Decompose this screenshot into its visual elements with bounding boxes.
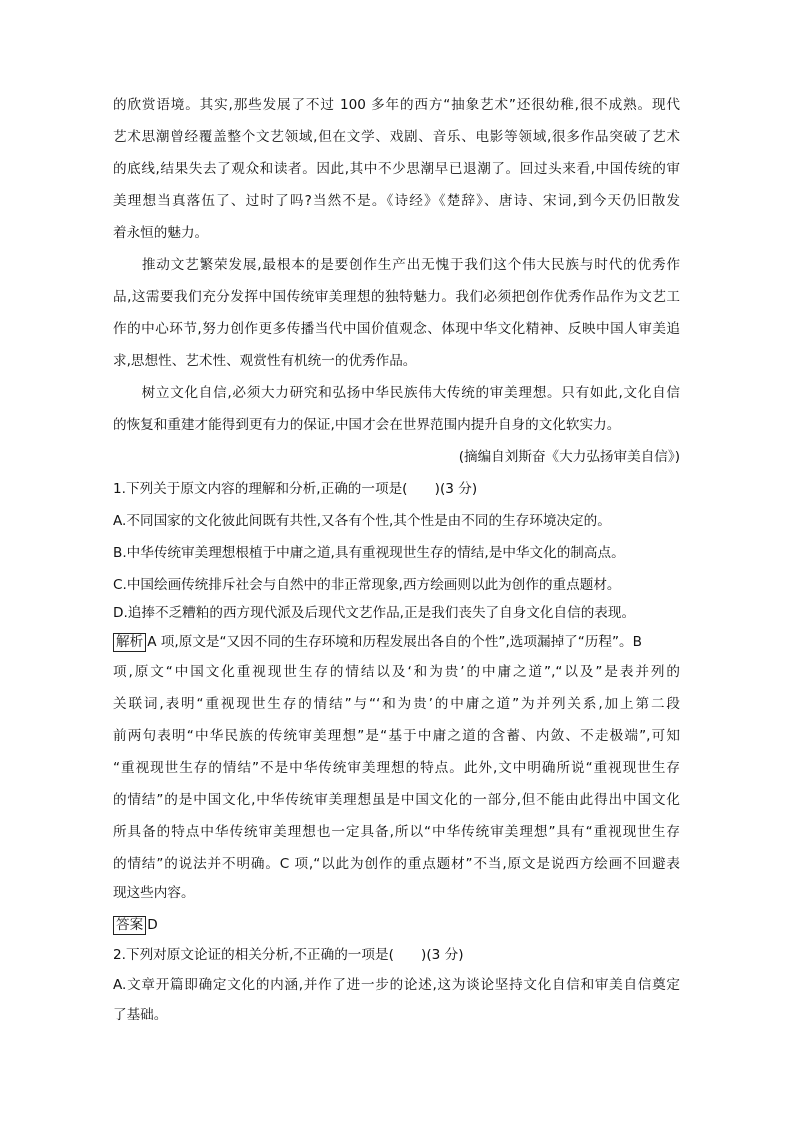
text-line: 着永恒的魅力。 <box>113 225 209 241</box>
analysis-line: 所具备的特点中华传统审美理想也一定具备,所以“中华传统审美理想”具有“重视现世生存 <box>113 824 680 840</box>
text-line: 的欣赏语境。其实,那些发展了不过 100 多年的西方“抽象艺术”还很幼稚,很不成熟。现代 <box>113 97 680 113</box>
text-line: 美理想当真落伍了、过时了吗?当然不是。《诗经》《楚辞》、唐诗、宋词,到今天仍旧散发 <box>113 193 680 209</box>
source-citation: (摘编自刘斯奋《大力弘扬审美自信》) <box>458 449 680 465</box>
analysis-line: 的情结”的说法并不明确。C 项,“以此为创作的重点题材”不当,原文是说西方绘画不回避表 <box>113 856 680 872</box>
analysis-line: 前两句表明“中华民族的传统审美理想”是“基于中庸之道的含蓄、内敛、不走极端”,可知 <box>113 728 680 744</box>
text-line: 推动文艺繁荣发展,最根本的是要创作生产出无愧于我们这个伟大民族与时代的优秀作 <box>113 257 680 273</box>
option-a-continued: 了基础。 <box>113 1007 168 1023</box>
text-line: 树立文化自信,必须大力研究和弘扬中华民族伟大传统的审美理想。只有如此,文化自信 <box>113 385 680 401</box>
text-line: 的底线,结果失去了观众和读者。因此,其中不少思潮早已退潮了。回过头来看,中国传统的审 <box>113 161 680 177</box>
analysis-line <box>113 632 680 652</box>
answer-value: D <box>147 917 158 933</box>
question-stem: 2.下列对原文论证的相关分析,不正确的一项是( )(3 分) <box>113 947 464 963</box>
analysis-line: 项,原文“中国文化重视现世生存的情结以及‘和为贵’的中庸之道”,“以及”是表并列的 <box>113 664 680 680</box>
analysis-line: “重视现世生存的情结”不是中华传统审美理想的特点。此外,文中明确所说“重视现世生存 <box>113 760 680 776</box>
analysis-line: 的情结”的是中国文化,中华传统审美理想虽是中国文化的一部分,但不能由此得出中国文化 <box>113 792 680 808</box>
text-line: 艺术思潮曾经覆盖整个文艺领域,但在文学、戏剧、音乐、电影等领域,很多作品突破了艺术 <box>113 129 680 145</box>
option-a: A.不同国家的文化彼此间既有共性,又各有个性,其个性是由不同的生存环境决定的。 <box>113 513 611 529</box>
option-c: C.中国绘画传统排斥社会与自然中的非正常现象,西方绘画则以此为创作的重点题材。 <box>113 577 621 593</box>
text-line: 品,这需要我们充分发挥中国传统审美理想的独特魅力。我们必须把创作优秀作品作为文艺工 <box>113 289 680 305</box>
text-line: 作的中心环节,努力创作更多传播当代中国价值观念、体现中华文化精神、反映中国人审美追 <box>113 321 680 337</box>
analysis-label: 解析 <box>113 633 146 652</box>
text-line: 的恢复和重建才能得到更有力的保证,中国才会在世界范围内提升自身的文化软实力。 <box>113 417 621 433</box>
answer-line <box>113 915 680 935</box>
analysis-text: A 项,原文是“又因不同的生存环境和历程发展出各自的个性”,选项漏掉了“历程”。B <box>147 634 642 650</box>
question-stem: 1.下列关于原文内容的理解和分析,正确的一项是( )(3 分) <box>113 481 478 497</box>
text-line: 求,思想性、艺术性、观赏性有机统一的优秀作品。 <box>113 353 417 369</box>
option-d: D.追捧不乏糟粕的西方现代派及后现代文艺作品,正是我们丧失了自身文化自信的表现。 <box>113 605 636 621</box>
option-b: B.中华传统审美理想根植于中庸之道,具有重视现世生存的情结,是中华文化的制高点。 <box>113 545 625 561</box>
analysis-line: 关联词,表明“重视现世生存的情结”与“‘和为贵’的中庸之道”为并列关系,加上第二段 <box>113 696 680 712</box>
answer-label: 答案 <box>113 916 146 935</box>
analysis-line: 现这些内容。 <box>113 885 195 901</box>
option-a: A.文章开篇即确定文化的内涵,并作了进一步的论述,这为谈论坚持文化自信和审美自信奠定 <box>113 977 680 993</box>
